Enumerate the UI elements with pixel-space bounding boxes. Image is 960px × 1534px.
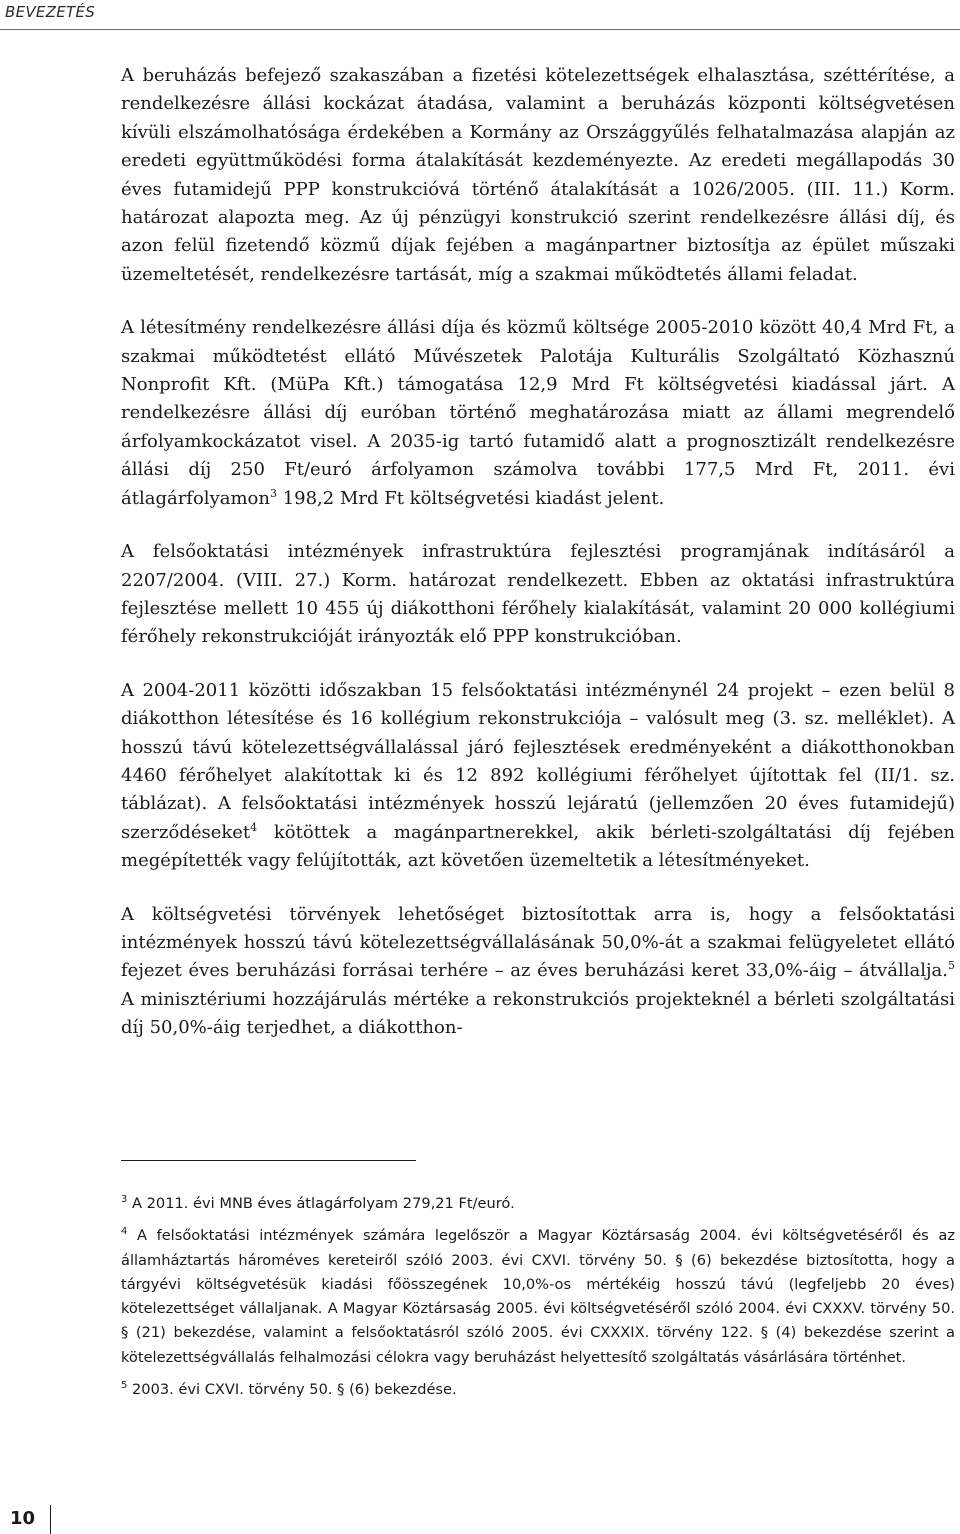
footnote-reference[interactable]: 4 bbox=[250, 820, 258, 834]
paragraph-4 bbox=[121, 677, 955, 876]
footnote-3 bbox=[121, 1192, 955, 1216]
paragraph-3 bbox=[121, 538, 955, 652]
footnote-marker: 5 bbox=[121, 1380, 128, 1392]
footnote-reference[interactable]: 5 bbox=[948, 959, 955, 973]
footnotes bbox=[121, 1192, 955, 1410]
footnote-4 bbox=[121, 1224, 955, 1370]
paragraph-text: kötöttek a magánpartnerekkel, akik bérleti-szolgáltatási díj fejében megépítették vagy felújították, azt követően üzemeltetik a létesítményeket. bbox=[121, 821, 955, 872]
paragraph-text: A minisztériumi hozzájárulás mértéke a rekonstrukciós projekteknél a bérleti szolgáltatási díj 50,0%-áig terjedhet, a diákotthon- bbox=[121, 988, 955, 1039]
paragraph-text: A költségvetési törvények lehetőséget biztosítottak arra is, hogy a felsőoktatási intézmények hosszú távú kötelezettségvállalásának 50,0%-át a szakmai felügyeletet ellátó fejezet éves beruházási forrásai terhére – az éves beruházási keret 33,0%-áig – átvállalja. bbox=[121, 903, 955, 982]
footnote-text: A felsőoktatási intézmények számára legelőször a Magyar Köztársaság 2004. évi költségvetéséről és az államháztartás hároméves kereteiről szóló 2003. évi CXVI. törvény 50. § (6) bekezdése biztosította, hogy a tárgyévi költségvetésük kiadási főösszegének 10,0%-os mértékéig hosszú távú (legfeljebb 20 éves) kötelezettséget vállaljanak. A Magyar Köztársaság 2005. évi költségvetéséről szóló 2004. évi CXXXV. törvény 50. § (21) bekezdése, valamint a felsőoktatásról szóló 2005. évi CXXXIX. törvény 122. § (4) bekezdése szerint a kötelezettségvállalás felhalmozási célokra vagy beruházást helyettesítő szolgáltatás vásárlására történhet. bbox=[121, 1227, 955, 1366]
page-number-rule bbox=[50, 1505, 51, 1534]
paragraph-1 bbox=[121, 62, 955, 289]
header-rule bbox=[0, 29, 960, 30]
section-label: BEVEZETÉS bbox=[5, 3, 96, 21]
paragraph-text: A felsőoktatási intézmények infrastruktúra fejlesztési programjának indításáról a 2207/2004. (VIII. 27.) Korm. határozat rendelkezett. Ebben az oktatási infrastruktúra fejlesztése mellett 10 455 új diákotthoni férőhely kialakítását, valamint 20 000 kollégiumi férőhely rekonstrukcióját irányozták elő PPP konstrukcióban. bbox=[121, 541, 955, 648]
footnote-marker: 4 bbox=[121, 1226, 128, 1238]
page-number: 10 bbox=[10, 1508, 36, 1529]
footnote-5 bbox=[121, 1378, 955, 1402]
footnote-separator bbox=[121, 1160, 416, 1161]
body-text bbox=[121, 62, 955, 1043]
paragraph-text: 198,2 Mrd Ft költségvetési kiadást jelent. bbox=[276, 487, 665, 509]
paragraph-text: A 2004-2011 közötti időszakban 15 felsőoktatási intézménynél 24 projekt – ezen belül 8 diákotthon létesítése és 16 kollégium rekonstrukciója – valósult meg (3. sz. melléklet). A hosszú távú kötelezettségvállalással járó fejlesztések eredményeként a diákotthonokban 4460 férőhelyet alakítottak ki és 12 892 kollégiumi férőhelyet újítottak fel (II/1. sz. táblázat). A felsőoktatási intézmények hosszú lejáratú (jellemzően 20 éves futamidejű) szerződéseket bbox=[121, 679, 955, 843]
paragraph-text: A beruházás befejező szakaszában a fizetési kötelezettségek elhalasztása, széttérítése, a rendelkezésre állási kockázat átadása, valamint a beruházás központi költségvetésen kívüli elszámolhatósága érdekében a Kormány az Országgyűlés felhatalmazása alapján az eredeti együttműködési forma átalakítását kezdeményezte. Az eredeti megállapodás 30 éves futamidejű PPP konstrukcióvá történő átalakítását a 1026/2005. (III. 11.) Korm. határozat alapozta meg. Az új pénzügyi konstrukció szerint rendelkezésre állási díj, és azon felül fizetendő közmű díjak fejében a magánpartner biztosítja az épület műszaki üzemeltetését, rendelkezésre tartását, míg a szakmai működtetés állami feladat. bbox=[121, 65, 955, 285]
running-header bbox=[0, 0, 960, 30]
footnote-reference[interactable]: 3 bbox=[269, 486, 277, 500]
footnote-text: A 2011. évi MNB éves átlagárfolyam 279,21 Ft/euró. bbox=[127, 1195, 515, 1212]
footnote-text: 2003. évi CXVI. törvény 50. § (6) bekezdése. bbox=[127, 1381, 457, 1399]
footnote-marker: 3 bbox=[121, 1194, 128, 1206]
paragraph-2 bbox=[121, 314, 955, 513]
paragraph-5 bbox=[121, 901, 955, 1043]
paragraph-text: A létesítmény rendelkezésre állási díja és közmű költsége 2005-2010 között 40,4 Mrd Ft, a szakmai működtetést ellátó Művészetek Palotája Kulturális Szolgáltató Közhasznú Nonprofit Kft. (MüPa Kft.) támogatása 12,9 Mrd Ft költségvetési kiadással járt. A rendelkezésre állási díj euróban történő meghatározása miatt az állami megrendelő árfolyamkockázatot visel. A 2035-ig tartó futamidő alatt a prognosztizált rendelkezésre állási díj 250 Ft/euró árfolyamon számolva további 177,5 Mrd Ft, 2011. évi átlagárfolyamon bbox=[121, 317, 955, 509]
